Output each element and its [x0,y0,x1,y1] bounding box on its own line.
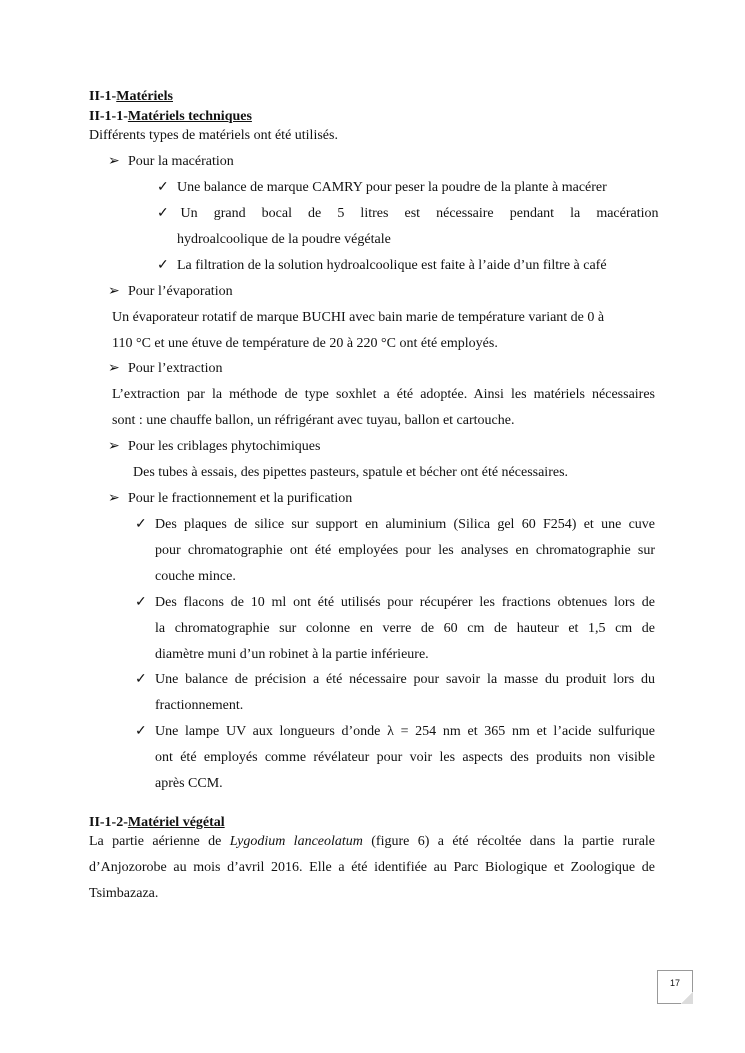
check-item-text: diamètre muni d’un robinet à la partie inférieure. [155,647,429,662]
check-item-text: Des flacons de 10 ml ont été utilisés pour récupérer les fractions obtenues lors de [155,595,655,610]
list-item-maceration [108,154,234,170]
check-item-text: couche mince. [155,569,236,584]
heading-prefix: II-1- [89,89,117,104]
paragraph-line: Un évaporateur rotatif de marque BUCHI avec bain marie de température variant de 0 à [112,310,605,325]
check-item [157,206,659,222]
page-number: 17 [669,978,680,988]
check-item-text: la chromatographie sur colonne en verre de 60 cm de hauteur et 1,5 cm de [155,621,655,636]
check-item-text: après CCM. [155,776,223,791]
heading-materiels-techniques [89,109,252,125]
checkmark-icon: ✓ [135,724,147,739]
check-item-text: Un grand bocal de 5 litres est nécessaire pendant la macération [180,206,659,221]
text-span: (figure 6) a été récoltée dans la partie rurale [371,834,656,849]
paragraph-line: d’Anjozorobe au mois d’avril 2016. Elle a été identifiée au Parc Biologique et Zoologique de [89,860,655,875]
list-item-fractionnement [108,491,352,507]
list-label: Pour le fractionnement et la purification [128,491,353,506]
paragraph-line: sont : une chauffe ballon, un réfrigérant avec tuyau, ballon et cartouche. [112,413,515,428]
check-item-text: Une balance de marque CAMRY pour peser la poudre de la plante à macérer [177,180,607,195]
check-item-text: La filtration de la solution hydroalcoolique est faite à l’aide d’un filtre à café [177,258,607,273]
list-item-evaporation [108,284,233,300]
list-label: Pour l’évaporation [128,284,233,299]
check-item [157,180,607,196]
check-item-text: Une lampe UV aux longueurs d’onde λ = 254 nm et 365 nm et l’acide sulfurique [155,724,655,739]
paragraph-line [89,834,655,850]
check-item-continuation: hydroalcoolique de la poudre végétale [177,232,391,247]
arrow-bullet-icon: ➢ [108,439,120,454]
check-item-text: pour chromatographie ont été employées pour les analyses en chromatographie sur [155,543,655,558]
heading-prefix: II-1-1- [89,109,128,124]
page-fold-icon [681,992,693,1004]
heading-prefix: II-1-2- [89,815,128,830]
checkmark-icon: ✓ [135,672,147,687]
heading-materiels [89,89,173,105]
paragraph-line: 110 °C et une étuve de température de 20 à 220 °C ont été employés. [112,336,498,351]
heading-materiel-vegetal [89,815,225,831]
intro-text: Différents types de matériels ont été utilisés. [89,128,338,143]
check-item-text: Une balance de précision a été nécessaire pour savoir la masse du produit lors du [155,672,655,687]
checkmark-icon: ✓ [157,258,169,273]
arrow-bullet-icon: ➢ [108,154,120,169]
arrow-bullet-icon: ➢ [108,491,120,506]
arrow-bullet-icon: ➢ [108,284,120,299]
paragraph-line: Des tubes à essais, des pipettes pasteurs, spatule et bécher ont été nécessaires. [133,465,569,480]
checkmark-icon: ✓ [157,206,169,221]
check-item [157,258,607,274]
arrow-bullet-icon: ➢ [108,361,120,376]
heading-title: Matériels [116,89,173,104]
paragraph-line: Tsimbazaza. [89,886,159,901]
heading-title: Matériel végétal [127,815,225,830]
species-name: Lygodium lanceolatum [229,834,363,849]
list-item-criblages [108,439,320,455]
check-item-text: fractionnement. [155,698,244,713]
heading-title: Matériels techniques [127,109,252,124]
list-label: Pour la macération [128,154,234,169]
list-label: Pour les criblages phytochimiques [128,439,321,454]
list-item-extraction [108,361,222,377]
text-span: La partie aérienne de [89,834,222,849]
check-item-text: ont été employés comme révélateur pour voir les aspects des produits non visible [155,750,655,765]
checkmark-icon: ✓ [135,517,147,532]
check-item-text: Des plaques de silice sur support en aluminium (Silica gel 60 F254) et une cuve [155,517,655,532]
checkmark-icon: ✓ [135,595,147,610]
list-label: Pour l’extraction [128,361,223,376]
paragraph-line: L’extraction par la méthode de type soxhlet a été adoptée. Ainsi les matériels nécessaires [112,387,655,402]
checkmark-icon: ✓ [157,180,169,195]
